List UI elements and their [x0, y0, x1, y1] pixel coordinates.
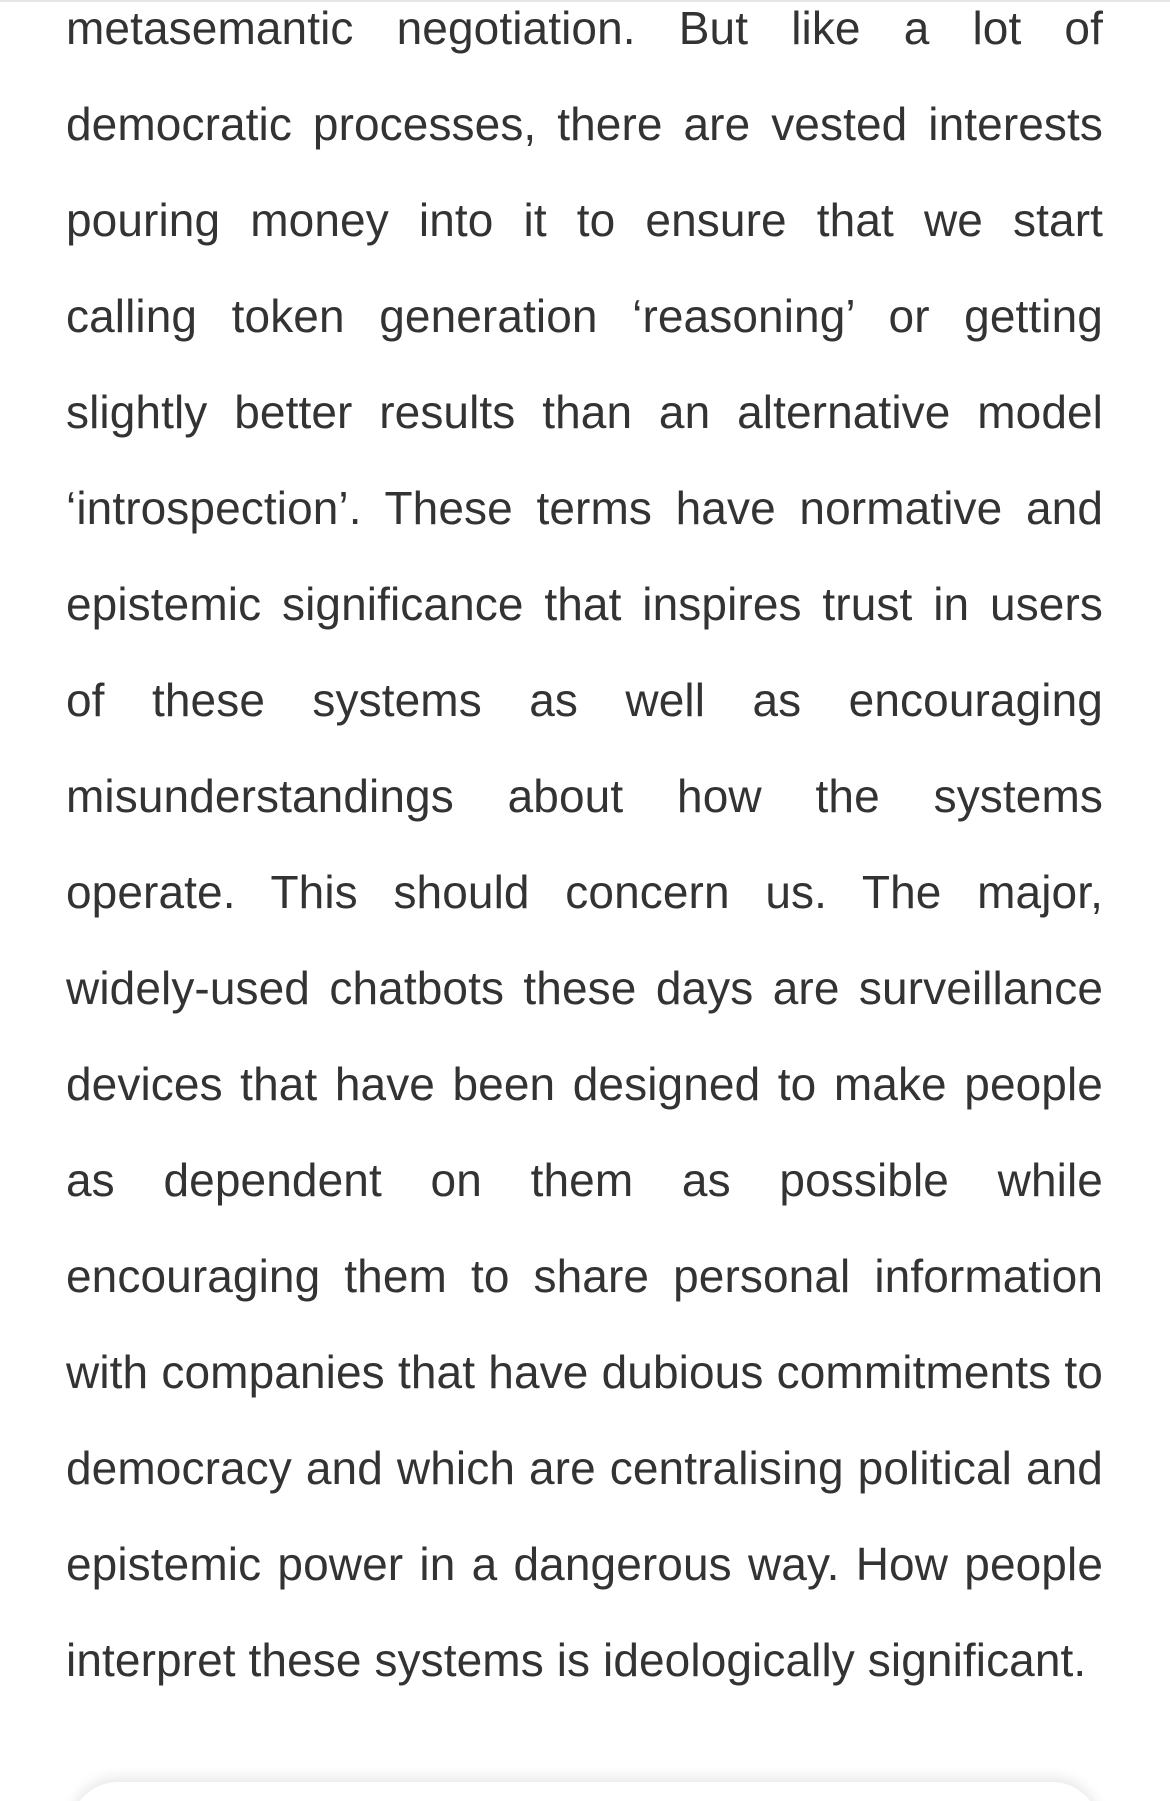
bottom-sheet-handle[interactable] [70, 1782, 1100, 1801]
article-paragraph: metasemantic negotiation. But like a lot of democratic processes, there are vested interests pouring money into it to ensure that we start calling token generation ‘reasoning’ or getting slightly better results than an alternative model ‘introspection’. These terms have normative and epistemic significance that inspires trust in users of these systems as well as encouraging misunderstandings about how the systems operate. This should concern us. The major, widely-used chatbots these days are surveillance devices that have been designed to make people as dependent on them as possible while encouraging them to share personal information with companies that have dubious commitments to democracy and which are centralising political and epistemic power in a dangerous way. How people interpret these systems is ideologically significant. [66, 2, 1103, 1686]
